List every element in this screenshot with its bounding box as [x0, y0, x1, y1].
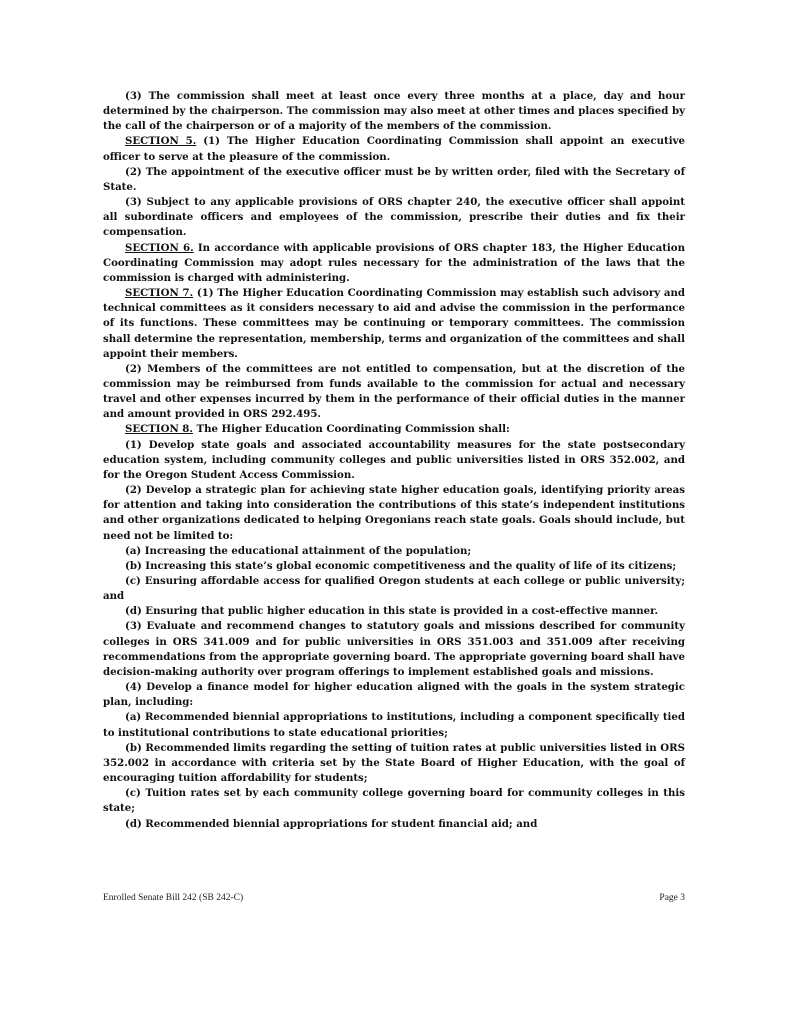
paragraph: (c) Tuition rates set by each community college governing board for community colleges in this state;	[103, 787, 685, 815]
section-heading: SECTION 6.	[125, 241, 194, 254]
page-footer	[103, 893, 685, 903]
paragraph-section-5: SECTION 5. (1) The Higher Education Coordinating Commission shall appoint an executive officer to serve at the pleasure of the commission.	[103, 135, 685, 163]
section-heading: SECTION 8.	[125, 423, 193, 436]
paragraph: (b) Recommended limits regarding the setting of tuition rates at public universities listed in ORS 352.002 in accordance with criteria set by the State Board of Higher Education, with the goal of encouraging tuition affordability for students;	[103, 741, 685, 785]
paragraph: (3) Subject to any applicable provisions of ORS chapter 240, the executive officer shall appoint all subordinate officers and employees of the commission, prescribe their duties and fix their compensation.	[103, 196, 685, 239]
page-number: Page 3	[659, 893, 685, 903]
paragraph: (2) Members of the committees are not entitled to compensation, but at the discretion of the commission may be reimbursed from funds available to the commission for actual and necessary travel and other expenses incurred by them in the performance of their official duties in the manner and amount provided in ORS 292.495.	[103, 362, 685, 421]
paragraph: (3) The commission shall meet at least once every three months at a place, day and hour determined by the chairperson. The commission may also meet at other times and places specified by the call of the chairperson or of a majority of the members of the commission.	[103, 90, 685, 133]
bill-identifier: Enrolled Senate Bill 242 (SB 242-C)	[103, 893, 244, 903]
paragraph: (2) The appointment of the executive officer must be by written order, filed with the Secretary of State.	[103, 165, 685, 193]
paragraph: (3) Evaluate and recommend changes to statutory goals and missions described for community colleges in ORS 341.009 and for public universities in ORS 351.003 and 351.009 after receiving recommendations from the appropriate governing board. The appropriate governing board shall have decision-making authority over program offerings to implement established goals and missions.	[103, 620, 685, 678]
paragraph: (a) Recommended biennial appropriations to institutions, including a component specifically tied to institutional contributions to state educational priorities;	[103, 711, 685, 739]
paragraph: (c) Ensuring affordable access for qualified Oregon students at each college or public university; and	[103, 575, 685, 603]
section-heading: SECTION 7.	[125, 287, 194, 300]
paragraph-section-6: SECTION 6. In accordance with applicable provisions of ORS chapter 183, the Higher Education Coordinating Commission may adopt rules necessary for the administration of the laws that the commission is charged with administering.	[103, 241, 685, 284]
section-heading: SECTION 5.	[125, 135, 197, 148]
paragraph: (2) Develop a strategic plan for achieving state higher education goals, identifying priority areas for attention and taking into consideration the contributions of this state’s independent institutions and other organizations dedicated to helping Oregonians reach state goals. Goals should include, but need not be limited to:	[103, 484, 685, 542]
paragraph: (d) Ensuring that public higher education in this state is provided in a cost-effective manner.	[125, 605, 659, 618]
paragraph: (1) Develop state goals and associated accountability measures for the state postsecondary education system, including community colleges and public universities listed in ORS 352.002, and for the Oregon Student Access Commission.	[103, 438, 685, 481]
paragraph-section-8: SECTION 8. The Higher Education Coordinating Commission shall:	[125, 423, 510, 436]
paragraph: (b) Increasing this state’s global economic competitiveness and the quality of life of its citizens;	[125, 559, 677, 572]
document-body	[103, 89, 685, 832]
paragraph: (d) Recommended biennial appropriations for student financial aid; and	[125, 817, 538, 830]
paragraph-section-7: SECTION 7. (1) The Higher Education Coordinating Commission may establish such advisory and technical committees as it considers necessary to aid and advise the commission in the performance of its functions. These committees may be continuing or temporary committees. The commission shall determine the representation, membership, terms and organization of the committees and shall appoint their members.	[103, 287, 685, 360]
paragraph: (a) Increasing the educational attainment of the population;	[125, 544, 472, 557]
paragraph: (4) Develop a finance model for higher education aligned with the goals in the system strategic plan, including:	[103, 681, 685, 709]
